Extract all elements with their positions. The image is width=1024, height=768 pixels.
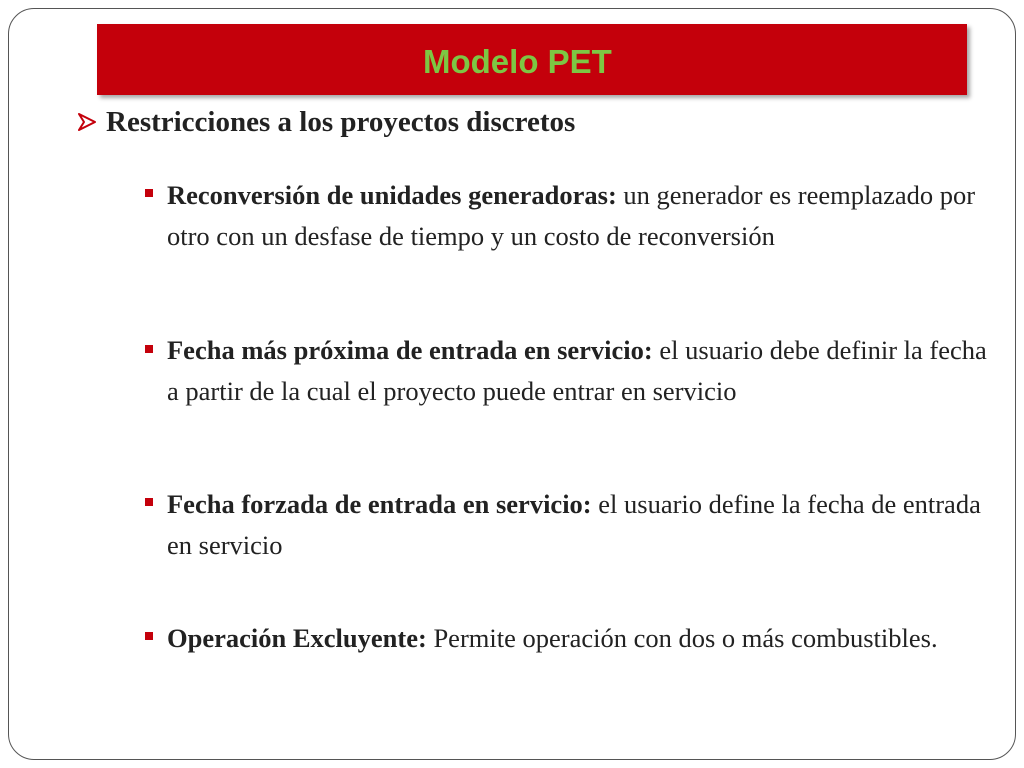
- list-item: [167, 175, 987, 257]
- square-bullet-icon: [143, 630, 155, 642]
- section-heading: [76, 100, 575, 144]
- item-text: el usuario debe definir la fecha a partir de la cual el proyecto puede entrar en servicio: [167, 335, 987, 406]
- list-item: [167, 618, 987, 659]
- item-text: Permite operación con dos o más combustibles.: [426, 623, 938, 653]
- item-label: Operación Excluyente:: [167, 623, 427, 653]
- slide-title: Modelo PET: [423, 43, 612, 80]
- item-text: un generador es reemplazado por otro con un desfase de tiempo y un costo de reconversión: [167, 180, 976, 251]
- section-heading-text: Restricciones a los proyectos discretos: [106, 105, 576, 138]
- arrowhead-icon: [76, 111, 98, 133]
- item-label: Fecha más próxima de entrada en servicio:: [167, 335, 653, 365]
- square-bullet-icon: [143, 187, 155, 199]
- square-bullet-icon: [143, 496, 155, 508]
- list-item: [167, 484, 987, 566]
- list-item: [167, 330, 987, 412]
- square-bullet-icon: [143, 343, 155, 355]
- item-label: Fecha forzada de entrada en servicio:: [167, 489, 592, 519]
- item-label: Reconversión de unidades generadoras:: [167, 180, 617, 210]
- item-text: el usuario define la fecha de entrada en servicio: [167, 489, 981, 560]
